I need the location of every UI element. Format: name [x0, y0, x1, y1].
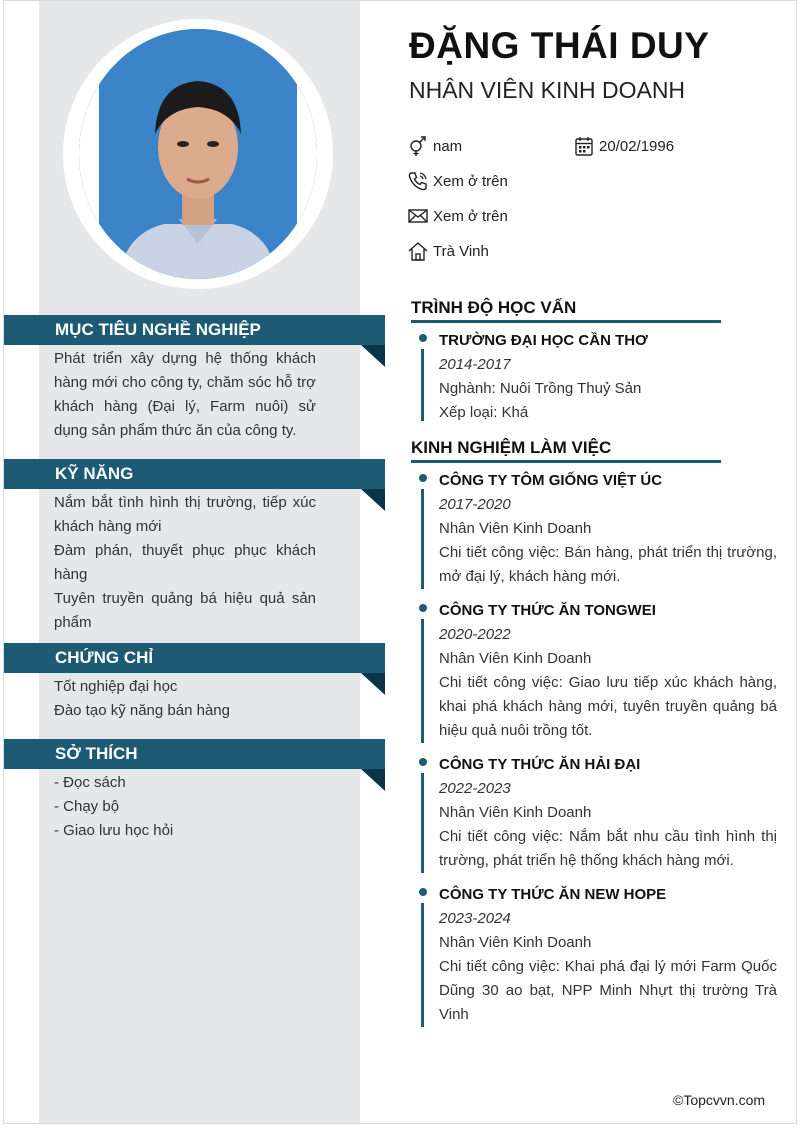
calendar-icon: [573, 135, 595, 157]
cv-page: [3, 0, 797, 1124]
job-period: 2017-2020: [439, 496, 511, 513]
timeline-line: [421, 903, 424, 1027]
certificates-heading-fold: [361, 673, 385, 695]
job-details: Chi tiết công việc: Nắm bắt nhu cầu tình hình thị trường, phát triển hệ thống khách hàng mới.: [439, 828, 777, 869]
objective-text: Phát triển xây dựng hệ thống khách hàng mới cho công ty, chăm sóc hỗ trợ khách hàng (Đại lý, Farm nuôi) sử dụng sản phẩm thức ăn của công ty.: [54, 350, 316, 439]
timeline-line: [421, 489, 424, 589]
objective-heading: MỤC TIÊU NGHỀ NGHIỆP: [4, 315, 385, 345]
full-name: ĐẶNG THÁI DUY: [409, 25, 710, 66]
birthday-value: 20/02/1996: [599, 137, 675, 155]
job-entry: [419, 753, 777, 873]
timeline-dot: [419, 604, 427, 612]
job-period: 2023-2024: [439, 910, 511, 927]
job-position: Nhân Viên Kinh Doanh: [439, 934, 592, 951]
job-details: Chi tiết công việc: Khai phá đại lý mới Farm Quốc Dũng 30 ao bạt, NPP Minh Nhựt thị trường Trà Vinh: [439, 958, 777, 1023]
experience-heading: KINH NGHIỆM LÀM VIỆC: [411, 438, 721, 463]
home-icon: [407, 240, 429, 262]
company-name: CÔNG TY TÔM GIỐNG VIỆT ÚC: [439, 472, 663, 489]
job-position: Nhân Viên Kinh Doanh: [439, 520, 592, 537]
copyright-footer: ©Topcvvn.com: [673, 1092, 766, 1108]
phone-row: [407, 170, 508, 192]
education-rank: Xếp loại: Khá: [439, 404, 529, 421]
job-position: Nhân Viên Kinh Doanh: [439, 650, 592, 667]
company-name: CÔNG TY THỨC ĂN TONGWEI: [439, 602, 656, 619]
hobbies-heading-fold: [361, 769, 385, 791]
school-name: TRƯỜNG ĐẠI HỌC CẦN THƠ: [439, 332, 648, 349]
job-entry: [419, 599, 777, 743]
timeline-line: [421, 773, 424, 873]
job-details: Chi tiết công việc: Giao lưu tiếp xúc khách hàng, khai phá khách hàng mới, tuyên truyền quảng bá hiệu quả nuôi trồng tốt.: [439, 674, 777, 739]
certificate-item: Đào tạo kỹ năng bán hàng: [54, 702, 230, 719]
education-entry: [419, 329, 777, 425]
email-value: Xem ở trên: [433, 207, 508, 225]
phone-value: Xem ở trên: [433, 172, 508, 190]
timeline-dot: [419, 334, 427, 342]
skills-heading-fold: [361, 489, 385, 511]
job-period: 2020-2022: [439, 626, 511, 643]
education-heading: TRÌNH ĐỘ HỌC VẤN: [411, 298, 721, 323]
phone-icon: [407, 170, 429, 192]
timeline-line: [421, 349, 424, 421]
hobbies-heading: SỞ THÍCH: [4, 739, 385, 769]
envelope-icon: [407, 205, 429, 227]
job-position: Nhân Viên Kinh Doanh: [439, 804, 592, 821]
address-row: [407, 240, 489, 262]
hobby-item: - Chạy bộ: [54, 798, 120, 815]
profile-photo: [79, 29, 317, 279]
education-major: Nghành: Nuôi Trồng Thuỷ Sản: [439, 380, 642, 397]
gender-value: nam: [433, 137, 463, 155]
timeline-dot: [419, 474, 427, 482]
company-name: CÔNG TY THỨC ĂN HẢI ĐẠI: [439, 756, 641, 773]
hobby-item: - Giao lưu học hỏi: [54, 822, 174, 839]
gender-icon: [407, 135, 429, 157]
skills-list: [54, 491, 316, 635]
address-value: Trà Vinh: [433, 242, 489, 260]
skills-heading: KỸ NĂNG: [4, 459, 385, 489]
job-period: 2022-2023: [439, 780, 511, 797]
hobby-item: - Đọc sách: [54, 774, 126, 791]
objective-heading-fold: [361, 345, 385, 367]
job-entry: [419, 469, 777, 589]
job-details: Chi tiết công việc: Bán hàng, phát triển thị trường, mở đại lý, khách hàng mới.: [439, 544, 777, 585]
certificate-item: Tốt nghiệp đại học: [54, 678, 178, 695]
birthday-row: [573, 135, 674, 157]
skill-item: Tuyên truyền quảng bá hiệu quả sản phẩm: [54, 590, 316, 631]
education-period: 2014-2017: [439, 356, 511, 373]
certificates-heading: CHỨNG CHỈ: [4, 643, 385, 673]
objective-section: [54, 347, 316, 443]
job-title: NHÂN VIÊN KINH DOANH: [409, 77, 686, 103]
timeline-dot: [419, 888, 427, 896]
company-name: CÔNG TY THỨC ĂN NEW HOPE: [439, 886, 667, 903]
email-row: [407, 205, 508, 227]
job-entry: [419, 883, 777, 1027]
skill-item: Đàm phán, thuyết phục phục khách hàng: [54, 542, 316, 583]
gender-row: [407, 135, 462, 157]
hobbies-list: [54, 771, 316, 843]
skill-item: Nắm bắt tình hình thị trường, tiếp xúc khách hàng mới: [54, 494, 316, 535]
timeline-dot: [419, 758, 427, 766]
timeline-line: [421, 619, 424, 743]
certificates-list: [54, 675, 316, 723]
